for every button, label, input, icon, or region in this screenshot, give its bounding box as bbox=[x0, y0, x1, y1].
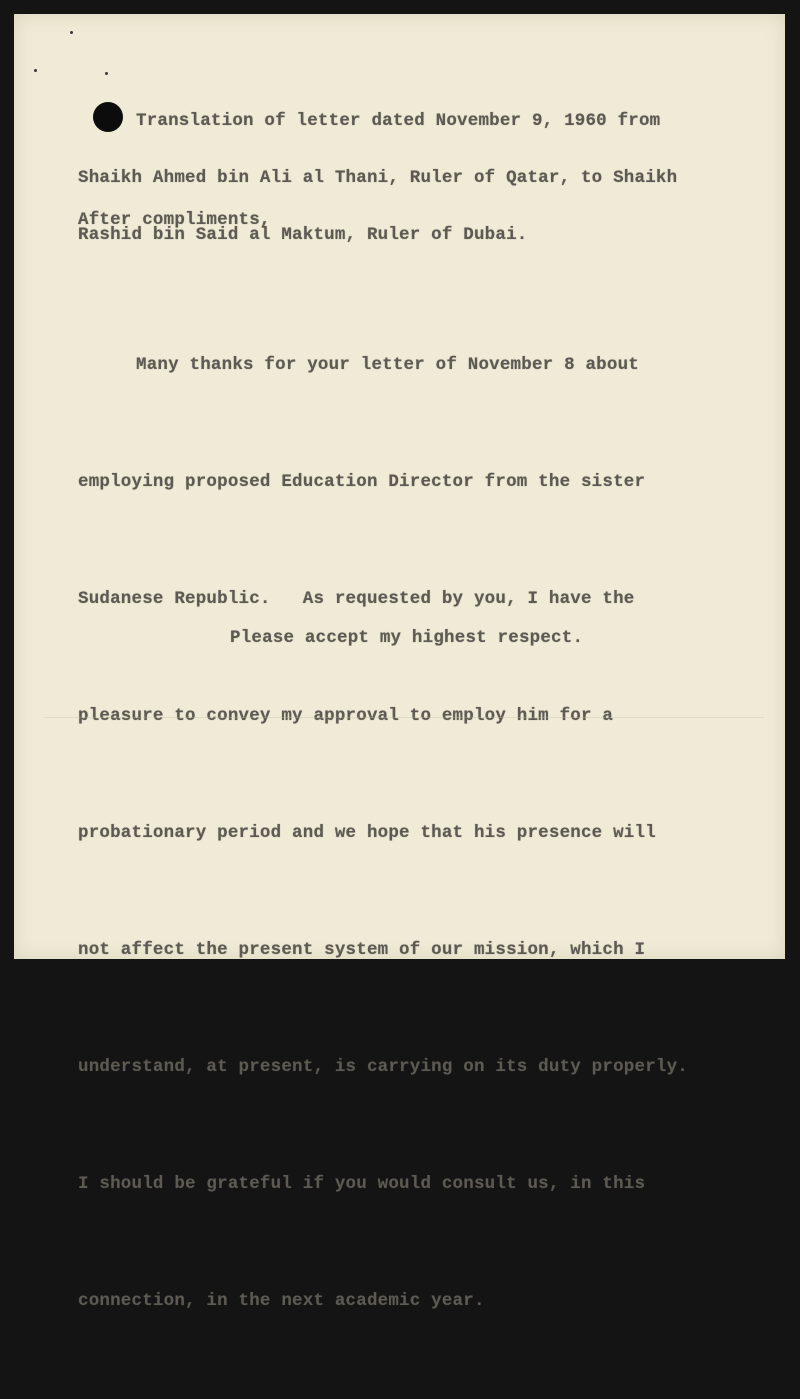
body-line-5: probationary period and we hope that his presence will bbox=[78, 823, 656, 843]
body-line-6: not affect the present system of our mission, which I bbox=[78, 940, 646, 960]
body-line-3: Sudanese Republic. As requested by you, I have the bbox=[78, 589, 635, 609]
letter-heading bbox=[78, 74, 677, 283]
heading-line-1: Translation of letter dated November 9, 1960 from bbox=[136, 111, 661, 131]
paper-speck bbox=[70, 31, 73, 34]
heading-line-2: Shaikh Ahmed bin Ali al Thani, Ruler of Qatar, to Shaikh bbox=[78, 168, 678, 188]
body-line-9: connection, in the next academic year. bbox=[78, 1291, 485, 1311]
body-line-2: employing proposed Education Director from the sister bbox=[78, 472, 646, 492]
body-line-4: pleasure to convey my approval to employ him for a bbox=[78, 706, 614, 726]
letter-page bbox=[14, 14, 785, 1311]
paper-speck bbox=[34, 69, 37, 72]
paper-crease bbox=[44, 717, 764, 718]
closing-line: Please accept my highest respect. bbox=[230, 628, 584, 648]
body-line-7: understand, at present, is carrying on its duty properly. bbox=[78, 1057, 688, 1077]
body-line-1: Many thanks for your letter of November 8 about bbox=[136, 355, 639, 375]
letter-body bbox=[78, 268, 688, 1399]
body-line-8: I should be grateful if you would consult us, in this bbox=[78, 1174, 646, 1194]
heading-line-3: Rashid bin Said al Maktum, Ruler of Dubai. bbox=[78, 225, 528, 245]
salutation: After compliments, bbox=[78, 210, 271, 230]
